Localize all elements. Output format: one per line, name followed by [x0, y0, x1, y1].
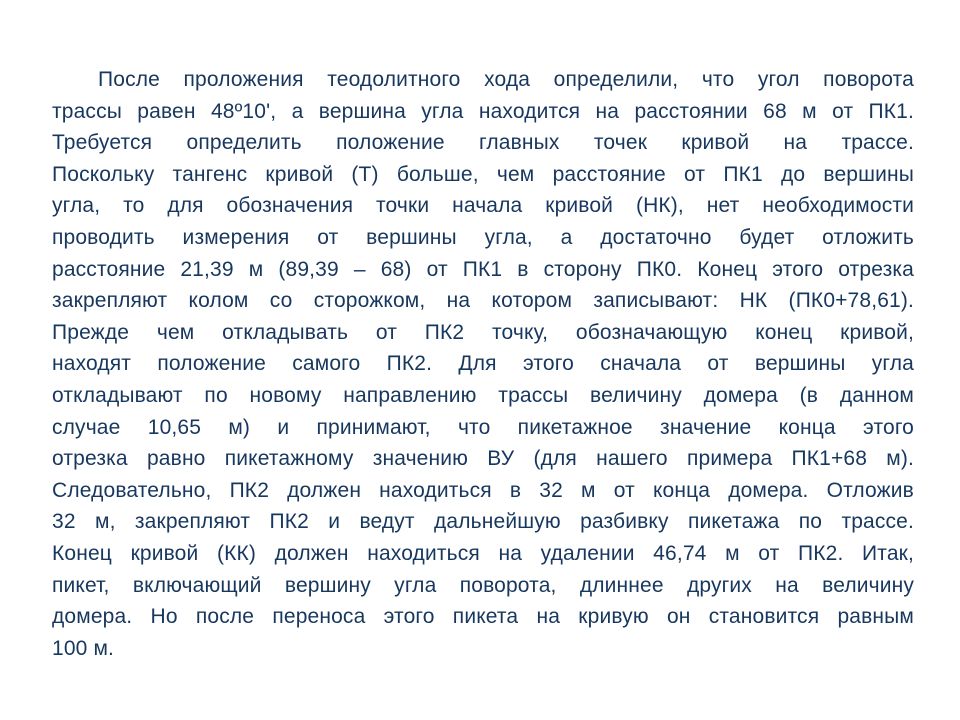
body-paragraph [52, 64, 914, 664]
paragraph-line: Поскольку тангенс кривой (Т) больше, чем расстояние от ПК1 до вершины [52, 162, 914, 186]
paragraph-line: Конец кривой (КК) должен находиться на удалении 46,74 м от ПК2. Итак, [52, 541, 914, 565]
paragraph-line: случае 10,65 м) и принимают, что пикетажное значение конца этого [52, 415, 914, 439]
paragraph-line: находят положение самого ПК2. Для этого сначала от вершины угла [52, 352, 914, 376]
paragraph-line: отрезка равно пикетажному значению ВУ (для нашего примера ПК1+68 м). [52, 447, 914, 471]
paragraph-line: Следовательно, ПК2 должен находиться в 32 м от конца домера. Отложив [52, 478, 914, 502]
paragraph-line: 100 м. [52, 636, 115, 660]
paragraph-line: проводить измерения от вершины угла, а достаточно будет отложить [52, 225, 914, 249]
paragraph-line: угла, то для обозначения точки начала кривой (НК), нет необходимости [52, 194, 914, 218]
paragraph-line: После проложения теодолитного хода определили, что угол поворота [98, 68, 914, 91]
paragraph-line: домера. Но после переноса этого пикета на кривую он становится равным [52, 605, 914, 629]
paragraph-line: 32 м, закрепляют ПК2 и ведут дальнейшую разбивку пикетажа по трассе. [52, 510, 914, 534]
paragraph-line: расстояние 21,39 м (89,39 – 68) от ПК1 в сторону ПК0. Конец этого отрезка [52, 257, 914, 281]
paragraph-line: откладывают по новому направлению трассы величину домера (в данном [52, 383, 914, 407]
paragraph-line: Прежде чем откладывать от ПК2 точку, обозначающую конец кривой, [52, 320, 914, 344]
paragraph-line: закрепляют колом со сторожком, на котором записывают: НК (ПК0+78,61). [52, 289, 914, 313]
paragraph-line: пикет, включающий вершину угла поворота, длиннее других на величину [52, 573, 914, 597]
paragraph-line: трассы равен 48º10', а вершина угла находится на расстоянии 68 м от ПК1. [52, 99, 914, 123]
paragraph-line: Требуется определить положение главных точек кривой на трассе. [52, 131, 914, 155]
